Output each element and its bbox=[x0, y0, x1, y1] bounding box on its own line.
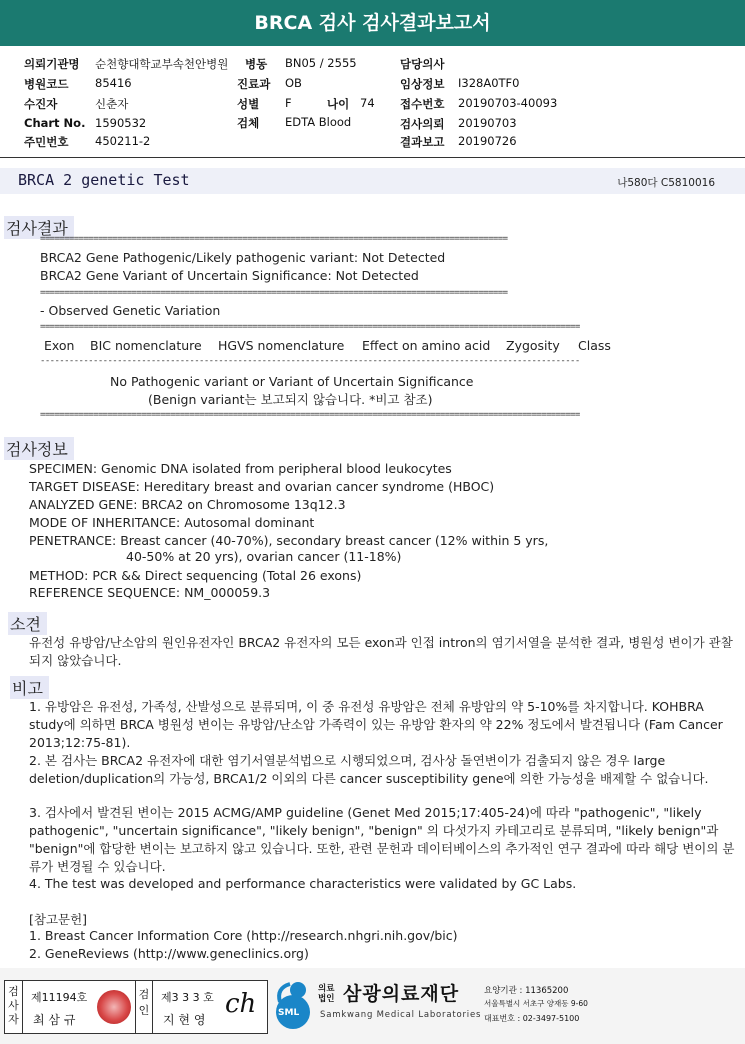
clinical-value: I328A0TF0 bbox=[458, 76, 520, 90]
header-divider bbox=[0, 157, 745, 158]
remark-3: 3. 검사에서 발견된 변이는 2015 ACMG/AMP guideline (Genet Med 2015;17:405-24)에 따라 "pathogenic", "likely pathogenic", "uncertain significance", "likely benign", "benign" 의 다섯가지 카테고리로 분류되며, "likely benign"과 "benign"에 합당한 변이는 보고하지 않고 있습니다. 또한, 관련 문헌과 데이터베이스의 추가적인 연구 결과에 따라 해당 변이의 분류가 변경될 수 있습니다. bbox=[29, 805, 735, 874]
hospital-code-value: 85416 bbox=[95, 76, 132, 90]
results-heading: 검사결과 bbox=[4, 216, 74, 239]
id-label: 주민번호 bbox=[24, 135, 69, 149]
col-exon: Exon bbox=[44, 338, 75, 353]
pathogenic-result: BRCA2 Gene Pathogenic/Likely pathogenic variant: Not Detected bbox=[40, 250, 446, 265]
info-method: METHOD: PCR && Direct sequencing (Total 26 exons) bbox=[29, 568, 362, 583]
id-value: 450211-2 bbox=[95, 134, 151, 148]
col-hgvs: HGVS nomenclature bbox=[218, 338, 345, 353]
info-penetrance-cont: 40-50% at 20 yrs), ovarian cancer (11-18%) bbox=[126, 549, 402, 564]
chart-value: 1590532 bbox=[95, 116, 147, 130]
info-inheritance: MODE OF INHERITANCE: Autosomal dominant bbox=[29, 515, 315, 530]
info-heading: 검사정보 bbox=[4, 437, 74, 460]
specimen-label: 검체 bbox=[237, 116, 260, 130]
remarks-heading: 비고 bbox=[10, 676, 49, 699]
patient-value: 신춘자 bbox=[95, 97, 129, 111]
info-specimen: SPECIMEN: Genomic DNA isolated from peripheral blood leukocytes bbox=[29, 461, 452, 476]
separator: ================================================================================================= bbox=[40, 288, 508, 298]
signature-box bbox=[4, 980, 268, 1034]
sml-logo-icon bbox=[272, 980, 314, 1030]
confirmer-name: 지 현 영 bbox=[163, 1013, 206, 1027]
examiner-seal-icon bbox=[97, 990, 131, 1024]
confirmer-signature: ch bbox=[225, 989, 257, 1019]
clinical-label: 임상정보 bbox=[400, 77, 445, 91]
age-value: 74 bbox=[360, 96, 375, 110]
ward-value: BN05 / 2555 bbox=[285, 56, 357, 70]
remark-1: 1. 유방암은 유전성, 가족성, 산발성으로 분류되며, 이 중 유전성 유방암은 전체 유방암의 약 5-10%를 차지합니다. KOHBRA study에 의하면 BRCA 병원성 변이는 유방암/난소암 가족력이 있는 유방암 환자의 약 22% 정도에서 발견됩니다 (Fam Cancer 2013;12:75-81). bbox=[29, 699, 723, 750]
col-zygosity: Zygosity bbox=[506, 338, 560, 353]
org-name: 삼광의료재단 bbox=[343, 983, 460, 1005]
hospital-code-label: 병원코드 bbox=[24, 77, 69, 91]
confirmer-label: 검인 bbox=[135, 981, 153, 1033]
benign-note: (Benign variant는 보고되지 않습니다. *비고 참조) bbox=[148, 392, 433, 407]
info-penetrance: PENETRANCE: Breast cancer (40-70%), secondary breast cancer (12% within 5 yrs, bbox=[29, 533, 549, 548]
request-value: 20190703 bbox=[458, 116, 517, 130]
dept-value: OB bbox=[285, 76, 302, 90]
receipt-label: 접수번호 bbox=[400, 97, 445, 111]
opinion-text: 유전성 유방암/난소암의 원인유전자인 BRCA2 유전자의 모든 exon과 인접 intron의 염기서열을 분석한 결과, 병원성 변이가 관찰되지 않았습니다. bbox=[29, 635, 733, 668]
separator: ================================================================================================================ bbox=[40, 322, 580, 332]
examiner-number: 제11194호 bbox=[31, 991, 88, 1004]
separator: ================================================================================================= bbox=[40, 234, 508, 244]
org-type: 의료법인 bbox=[318, 984, 335, 1004]
hospital-value: 순천향대학교부속천안병원 bbox=[95, 57, 229, 71]
org-code: 요양기관 : 11365200 bbox=[484, 986, 569, 996]
examiner-label: 검사자 bbox=[5, 981, 23, 1033]
vus-result: BRCA2 Gene Variant of Uncertain Significance: Not Detected bbox=[40, 268, 419, 283]
examiner-name: 최 삼 규 bbox=[33, 1013, 76, 1027]
specimen-value: EDTA Blood bbox=[285, 115, 352, 129]
col-effect: Effect on amino acid bbox=[362, 338, 491, 353]
col-class: Class bbox=[578, 338, 611, 353]
patient-label: 수진자 bbox=[24, 97, 58, 111]
sex-value: F bbox=[285, 96, 292, 110]
org-phone: 대표번호 : 02-3497-5100 bbox=[484, 1014, 580, 1023]
confirmer-number: 제3 3 3 호 bbox=[161, 991, 214, 1004]
hospital-label: 의뢰기관명 bbox=[24, 57, 80, 71]
report-title: BRCA 검사 검사결과보고서 bbox=[0, 0, 745, 46]
observed-variation: - Observed Genetic Variation bbox=[40, 303, 221, 318]
no-variant-message: No Pathogenic variant or Variant of Uncertain Significance bbox=[110, 374, 474, 389]
info-gene: ANALYZED GENE: BRCA2 on Chromosome 13q12.3 bbox=[29, 497, 346, 512]
report-value: 20190726 bbox=[458, 134, 517, 148]
remark-2: 2. 본 검사는 BRCA2 유전자에 대한 염기서열분석법으로 시행되었으며, 검사상 돌연변이가 검출되지 않은 경우 large deletion/duplication의 가능성, BRCA1/2 이외의 다른 cancer susceptibility gene에 의한 가능성을 배제할 수 없습니다. bbox=[29, 753, 709, 786]
test-name: BRCA 2 genetic Test bbox=[18, 171, 190, 189]
ward-label: 병동 bbox=[245, 57, 268, 71]
col-bic: BIC nomenclature bbox=[90, 338, 202, 353]
org-address: 서울특별시 서초구 양재동 9-60 bbox=[484, 999, 588, 1008]
reference-1: 1. Breast Cancer Information Core (http://research.nhgri.nih.gov/bic) bbox=[29, 928, 458, 943]
separator: ---------------------------------------------------------------------------------------------------------------- bbox=[40, 356, 580, 366]
age-label: 나이 bbox=[327, 97, 350, 111]
logo-text: SML bbox=[278, 1008, 300, 1018]
sex-label: 성별 bbox=[237, 97, 260, 111]
receipt-value: 20190703-40093 bbox=[458, 96, 558, 110]
org-name-en: Samkwang Medical Laboratories bbox=[320, 1010, 482, 1020]
reference-2: 2. GeneReviews (http://www.geneclinics.org) bbox=[29, 946, 309, 961]
info-disease: TARGET DISEASE: Hereditary breast and ovarian cancer syndrome (HBOC) bbox=[29, 479, 495, 494]
references-heading: [참고문헌] bbox=[29, 912, 88, 927]
chart-label: Chart No. bbox=[24, 116, 86, 130]
opinion-heading: 소견 bbox=[8, 612, 47, 635]
info-reference: REFERENCE SEQUENCE: NM_000059.3 bbox=[29, 585, 271, 600]
remark-4: 4. The test was developed and performance characteristics were validated by GC Labs. bbox=[29, 876, 577, 891]
separator: ================================================================================================================ bbox=[40, 410, 580, 420]
request-label: 검사의뢰 bbox=[400, 117, 445, 131]
test-code: 나580다 C5810016 bbox=[617, 177, 715, 189]
footer bbox=[0, 968, 745, 1044]
dept-label: 진료과 bbox=[237, 77, 271, 91]
report-label: 결과보고 bbox=[400, 135, 445, 149]
doctor-label: 담당의사 bbox=[400, 57, 445, 71]
